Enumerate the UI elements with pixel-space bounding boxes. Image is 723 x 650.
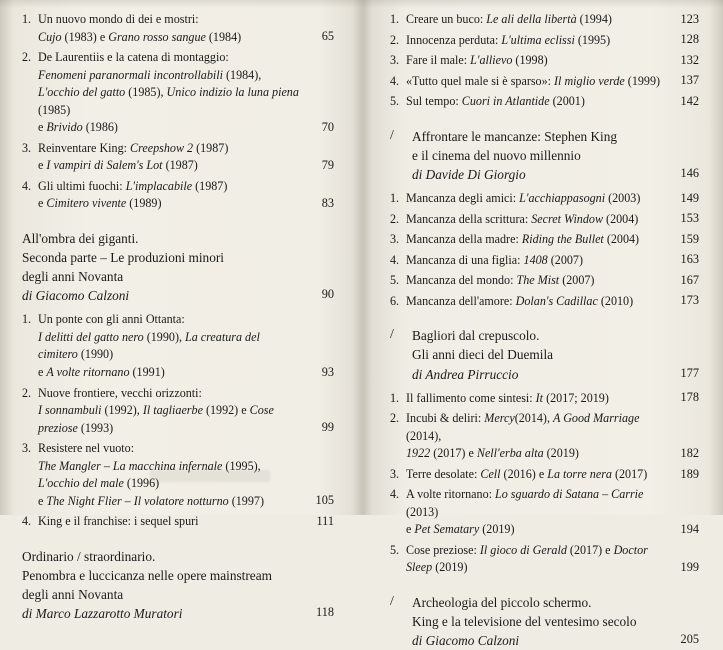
- toc-entry-line: e I vampiri di Salem's Lot (1987) 79: [38, 157, 300, 175]
- toc-entry[interactable]: [390, 410, 699, 463]
- toc-section-title-line: di Marco Lazzarotto Muratori 118: [22, 605, 334, 622]
- toc-entry[interactable]: [390, 252, 699, 270]
- toc-entry[interactable]: [390, 542, 699, 577]
- toc-entry[interactable]: [22, 140, 334, 175]
- toc-entry-line: I sonnambuli (1992), Il tagliaerbe (1992) e Cose preziose (1993) 99: [38, 402, 300, 437]
- toc-page-number: 173: [680, 293, 699, 308]
- toc-entry[interactable]: [22, 311, 334, 381]
- toc-entry-line: King e il franchise: i sequel spuri 111: [38, 513, 300, 531]
- toc-entry-line: Mancanza degli amici: L'acchiappasogni (2003) 149: [406, 190, 665, 208]
- toc-section-title-line: Ordinario / straordinario.: [22, 548, 156, 564]
- toc-page-number: 142: [680, 93, 699, 108]
- toc-entry-line: Reinventare King: Creepshow 2 (1987): [38, 140, 229, 155]
- toc-page-number: 93: [321, 364, 334, 379]
- toc-entry-line: e A volte ritornano (1991) 93: [38, 364, 300, 382]
- slash-mark-icon: /: [390, 594, 394, 609]
- toc-page-number: 128: [680, 32, 699, 47]
- toc-page-number: 105: [315, 493, 334, 508]
- toc-page-number: 90: [321, 287, 334, 302]
- toc-page-number: 118: [316, 605, 334, 620]
- toc-entry-number: 3.: [390, 232, 400, 247]
- toc-entry-number: 3.: [22, 441, 32, 456]
- toc-entry-number: 5.: [390, 94, 400, 109]
- toc-entry-number: 2.: [390, 411, 400, 426]
- toc-entry-number: 2.: [390, 211, 400, 226]
- toc-entry-number: 6.: [390, 293, 400, 308]
- toc-section-title-line: All'ombra dei giganti.: [22, 230, 139, 246]
- toc-section-title-line: degli anni Novanta: [22, 587, 124, 603]
- toc-entry-number: 3.: [390, 466, 400, 481]
- toc-page-number: 178: [680, 390, 699, 405]
- toc-page-number: 159: [680, 231, 699, 246]
- toc-entry-line: Cujo (1983) e Grano rosso sangue (1984) 65: [38, 29, 300, 47]
- toc-page-number: 83: [321, 196, 334, 211]
- toc-left-column: [0, 0, 362, 622]
- toc-section-heading[interactable]: [390, 127, 699, 184]
- toc-entry-line: e Brivido (1986) 70: [38, 119, 300, 137]
- toc-entry[interactable]: [390, 32, 699, 50]
- toc-section-title-line: e il cinema del nuovo millennio: [412, 147, 581, 163]
- toc-entry[interactable]: [390, 486, 699, 539]
- toc-entry[interactable]: [390, 466, 699, 484]
- toc-entry-line: Creare un buco: Le ali della libertà (1994) 123: [406, 11, 665, 29]
- toc-entry[interactable]: [390, 293, 699, 311]
- toc-entry-number: 2.: [390, 32, 400, 47]
- toc-entry-line: Innocenza perduta: L'ultima eclissi (1995) 128: [406, 32, 665, 50]
- toc-page-number: 79: [321, 157, 334, 172]
- toc-entry-number: 2.: [22, 385, 32, 400]
- toc-section-title-line: di Giacomo Calzoni 205: [412, 632, 699, 649]
- toc-page-number: 146: [680, 165, 699, 180]
- toc-entry-line: Nuove frontiere, vecchi orizzonti:: [38, 385, 202, 400]
- toc-entry-line: De Laurentiis e la catena di montaggio:: [38, 50, 229, 65]
- toc-entry-number: 4.: [22, 514, 32, 529]
- toc-entry-number: 1.: [22, 12, 32, 26]
- toc-entry-line: Gli ultimi fuochi: L'implacabile (1987): [38, 178, 228, 193]
- toc-entry[interactable]: [390, 390, 699, 408]
- toc-page-number: 99: [321, 420, 334, 435]
- toc-entry-line: Cose preziose: Il gioco di Gerald (2017) e Doctor Sleep (2019) 199: [406, 542, 665, 577]
- toc-entry-number: 3.: [390, 53, 400, 68]
- toc-entry[interactable]: [22, 178, 334, 213]
- toc-page-number: 137: [680, 73, 699, 88]
- toc-entry[interactable]: [22, 513, 334, 531]
- toc-section-title-line: Archeologia del piccolo schermo.: [412, 595, 592, 610]
- toc-entry-line: Fenomeni paranormali incontrollabili (1984),: [38, 67, 262, 82]
- toc-entry-line: Fare il male: L'allievo (1998) 132: [406, 52, 665, 70]
- toc-entry-number: 4.: [390, 487, 400, 502]
- toc-entry-number: 1.: [22, 312, 32, 327]
- toc-entry-line: e Cimitero vivente (1989) 83: [38, 195, 300, 213]
- toc-entry[interactable]: [22, 440, 334, 510]
- slash-mark-icon: /: [390, 127, 394, 143]
- toc-section-title-line: Penombra e luccicanza nelle opere mainstream: [22, 567, 272, 583]
- toc-entry[interactable]: [390, 211, 699, 229]
- toc-entry-line: Incubi & deliri: Mercy(2014), A Good Marriage (2014),: [406, 411, 640, 443]
- toc-entry-number: 2.: [22, 50, 32, 65]
- toc-entry-line: L'occhio del male (1996): [38, 476, 160, 491]
- toc-page-number: 70: [321, 119, 334, 134]
- toc-page-number: 132: [680, 52, 699, 67]
- toc-section-title-line: Gli anni dieci del Duemila: [412, 347, 554, 363]
- toc-page-number: 65: [321, 29, 334, 44]
- toc-entry[interactable]: [22, 49, 334, 137]
- toc-entry-number: 1.: [390, 390, 400, 405]
- toc-page-number: 123: [680, 11, 699, 26]
- toc-section-title-line: di Davide Di Giorgio 146: [412, 165, 699, 182]
- toc-page-number: 167: [680, 272, 699, 287]
- toc-entry-line: I delitti del gatto nero (1990), La creatura del cimitero (1990): [38, 329, 260, 362]
- toc-entry-line: Mancanza di una figlia: 1408 (2007) 163: [406, 252, 665, 270]
- toc-section-title-line: King e la televisione del ventesimo secolo: [412, 614, 637, 630]
- toc-entry-line: L'occhio del gatto (1985), Unico indizio la luna piena (1985): [38, 85, 299, 117]
- toc-entry-line: 1922 (2017) e Nell'erba alta (2019) 182: [406, 445, 665, 463]
- toc-entry-line: Terre desolate: Cell (2016) e La torre nera (2017) 189: [406, 466, 665, 484]
- toc-entry[interactable]: [390, 231, 699, 249]
- toc-section-heading[interactable]: [390, 326, 699, 383]
- toc-entry-line: Mancanza dell'amore: Dolan's Cadillac (2010) 173: [406, 293, 665, 311]
- toc-entry[interactable]: [22, 11, 334, 46]
- toc-page-number: 199: [680, 560, 699, 575]
- toc-entry-number: 4.: [22, 178, 32, 193]
- toc-entry[interactable]: [390, 190, 699, 208]
- toc-page-number: 205: [680, 632, 699, 647]
- toc-entry-line: Un ponte con gli anni Ottanta:: [38, 312, 185, 327]
- toc-entry[interactable]: [390, 93, 699, 111]
- toc-entry-number: 5.: [390, 542, 400, 557]
- toc-page-number: 153: [680, 211, 699, 226]
- toc-entry-line: Mancanza della madre: Riding the Bullet (2004) 159: [406, 231, 665, 249]
- toc-entry-number: 1.: [390, 12, 400, 26]
- toc-entry[interactable]: [22, 385, 334, 438]
- toc-entry[interactable]: [390, 11, 699, 29]
- toc-section-title-line: Bagliori dal crepuscolo.: [412, 328, 540, 344]
- toc-section-title-line: Seconda parte – Le produzioni minori: [22, 249, 224, 265]
- toc-entry-number: 1.: [390, 191, 400, 206]
- toc-entry[interactable]: [390, 52, 699, 70]
- toc-entry-line: The Mangler – La macchina infernale (1995),: [38, 458, 261, 473]
- toc-entry-line: Mancanza della scrittura: Secret Window (2004) 153: [406, 211, 665, 229]
- toc-section-title-line: di Andrea Pirruccio 177: [412, 365, 699, 382]
- toc-entry[interactable]: [390, 73, 699, 91]
- toc-section-heading[interactable]: [22, 547, 334, 624]
- toc-section-heading[interactable]: [22, 229, 334, 306]
- toc-entry-line: A volte ritornano: Lo sguardo di Satana – Carrie (2013): [406, 487, 644, 519]
- toc-page-number: 163: [680, 252, 699, 267]
- toc-entry-number: 3.: [22, 140, 32, 155]
- toc-section-title-line: degli anni Novanta: [22, 269, 124, 285]
- toc-section-heading[interactable]: [390, 593, 699, 650]
- toc-page-number: 177: [680, 365, 699, 380]
- toc-entry-number: 4.: [390, 252, 400, 267]
- toc-page-number: 194: [680, 522, 699, 537]
- toc-page-number: 182: [680, 445, 699, 460]
- toc-section-title-line: Affrontare le mancanze: Stephen King: [412, 128, 618, 144]
- toc-entry-line: Sul tempo: Cuori in Atlantide (2001) 142: [406, 93, 665, 111]
- toc-entry-line: Mancanza del mondo: The Mist (2007) 167: [406, 272, 665, 290]
- toc-entry-line: e Pet Sematary (2019) 194: [406, 521, 665, 539]
- slash-mark-icon: /: [390, 327, 394, 343]
- toc-right-column: [362, 0, 723, 649]
- toc-page-number: 149: [680, 190, 699, 205]
- toc-entry-line: Resistere nel vuoto:: [38, 441, 135, 456]
- toc-entry-line: e The Night Flier – Il volatore notturno (1997) 105: [38, 493, 300, 511]
- toc-entry-line: «Tutto quel male si è sparso»: Il miglio verde (1999) 137: [406, 73, 665, 91]
- toc-entry-number: 4.: [390, 73, 400, 88]
- toc-page-number: 111: [316, 513, 334, 528]
- toc-entry[interactable]: [390, 272, 699, 290]
- toc-section-title-line: di Giacomo Calzoni 90: [22, 287, 334, 304]
- toc-entry-line: Un nuovo mondo di dei e mostri:: [38, 12, 199, 26]
- toc-entry-number: 5.: [390, 273, 400, 288]
- toc-page-number: 189: [680, 466, 699, 481]
- toc-entry-line: Il fallimento come sintesi: It (2017; 2019) 178: [406, 390, 665, 408]
